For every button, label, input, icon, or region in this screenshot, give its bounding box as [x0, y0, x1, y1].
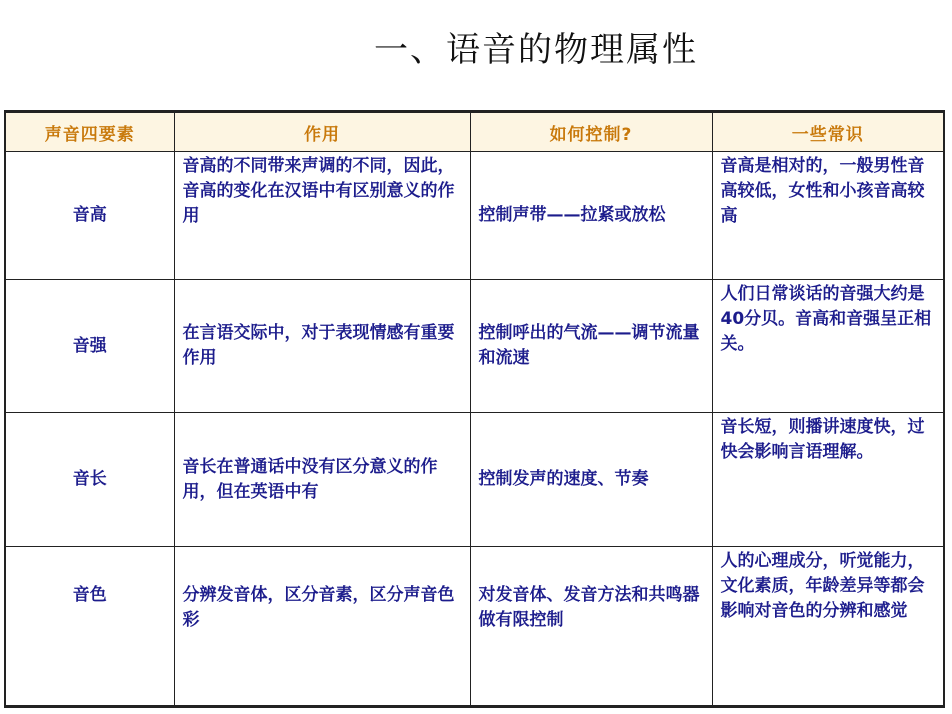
row-note: 人们日常谈话的音强大约是40分贝。音高和音强呈正相关。 [712, 280, 944, 413]
row-note: 音长短，则播讲速度快，过快会影响言语理解。 [712, 413, 944, 546]
table-row [5, 546, 944, 706]
row-control: 控制声带——拉紧或放松 [470, 152, 712, 280]
properties-table [4, 110, 945, 708]
header-control: 如何控制? [470, 112, 712, 152]
row-control: 控制呼出的气流——调节流量和流速 [470, 280, 712, 413]
table-row [5, 152, 944, 280]
row-note: 音高是相对的，一般男性音高较低，女性和小孩音高较高 [712, 152, 944, 280]
row-effect: 音高的不同带来声调的不同，因此，音高的变化在汉语中有区别意义的作用 [174, 152, 470, 280]
row-control: 控制发声的速度、节奏 [470, 413, 712, 546]
header-knowledge: 一些常识 [712, 112, 944, 152]
row-effect: 分辨发音体，区分音素，区分声音色彩 [174, 546, 470, 706]
row-control: 对发音体、发音方法和共鸣器做有限控制 [470, 546, 712, 706]
row-effect: 音长在普通话中没有区分意义的作用，但在英语中有 [174, 413, 470, 546]
row-label-intensity: 音强 [5, 280, 174, 413]
slide-title: 一、语音的物理属性 [374, 30, 698, 70]
table-row [5, 280, 944, 413]
row-label-pitch: 音高 [5, 152, 174, 280]
row-label-length: 音长 [5, 413, 174, 546]
row-label-timbre: 音色 [5, 546, 174, 706]
table-header-row [5, 112, 944, 152]
row-effect: 在言语交际中，对于表现情感有重要作用 [174, 280, 470, 413]
row-note: 人的心理成分，听觉能力，文化素质，年龄差异等都会影响对音色的分辨和感觉 [712, 546, 944, 706]
table-row [5, 413, 944, 546]
header-effect: 作用 [174, 112, 470, 152]
header-elements: 声音四要素 [5, 112, 174, 152]
